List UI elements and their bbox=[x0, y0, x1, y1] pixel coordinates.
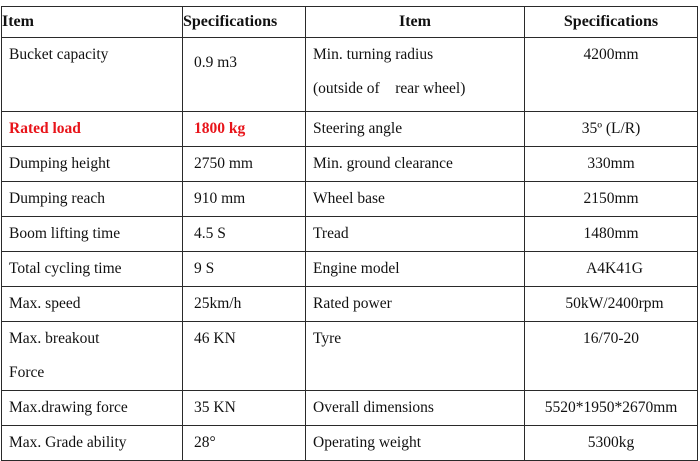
spec-value: 4200mm bbox=[583, 46, 639, 63]
table-row bbox=[2, 287, 698, 322]
cell-item-left bbox=[2, 38, 183, 112]
item-label: Engine model bbox=[313, 260, 400, 277]
table-row bbox=[2, 147, 698, 182]
cell-item-left bbox=[2, 147, 183, 182]
cell-spec-left bbox=[183, 217, 306, 252]
item-label-line-2: (outside of rear wheel) bbox=[313, 80, 466, 97]
spec-value: 50kW/2400rpm bbox=[565, 295, 664, 312]
specifications-table bbox=[1, 6, 698, 461]
header-item-left: Item bbox=[2, 7, 183, 38]
cell-spec-left bbox=[183, 38, 306, 112]
cell-spec-left bbox=[183, 252, 306, 287]
cell-item-right bbox=[306, 112, 525, 147]
spec-value: 330mm bbox=[587, 155, 635, 172]
header-spec-left: Specifications bbox=[183, 7, 306, 38]
spec-value: 5520*1950*2670mm bbox=[544, 399, 678, 416]
cell-spec-left bbox=[183, 112, 306, 147]
cell-spec-right bbox=[525, 322, 698, 391]
table-row bbox=[2, 391, 698, 426]
cell-item-left bbox=[2, 287, 183, 322]
cell-item-right bbox=[306, 147, 525, 182]
spec-value: 16/70-20 bbox=[583, 330, 639, 347]
item-label: Tyre bbox=[313, 330, 342, 347]
spec-value: 25km/h bbox=[194, 295, 242, 312]
spec-value: 9 S bbox=[194, 260, 215, 277]
spec-value: 910 mm bbox=[194, 190, 246, 207]
table-row bbox=[2, 38, 698, 112]
item-label-line-2: Force bbox=[9, 364, 45, 381]
cell-spec-left bbox=[183, 147, 306, 182]
cell-spec-right bbox=[525, 391, 698, 426]
cell-spec-right bbox=[525, 252, 698, 287]
cell-spec-right bbox=[525, 182, 698, 217]
item-label: Dumping reach bbox=[9, 190, 105, 207]
table-row bbox=[2, 217, 698, 252]
spec-value: 4.5 S bbox=[194, 225, 226, 242]
spec-value: 2150mm bbox=[583, 190, 639, 207]
item-label: Steering angle bbox=[313, 120, 403, 137]
cell-item-left bbox=[2, 112, 183, 147]
cell-item-right bbox=[306, 426, 525, 461]
item-label: Max. Grade ability bbox=[9, 434, 127, 451]
spec-value: A4K41G bbox=[586, 260, 643, 277]
header-row bbox=[2, 7, 698, 38]
item-label: Rated power bbox=[313, 295, 392, 312]
spec-value: 0.9 m3 bbox=[194, 54, 238, 71]
cell-spec-left bbox=[183, 391, 306, 426]
spec-value: 5300kg bbox=[587, 434, 635, 451]
cell-item-left bbox=[2, 217, 183, 252]
item-label: Dumping height bbox=[9, 155, 111, 172]
spec-value: 35 KN bbox=[194, 399, 236, 416]
table-row bbox=[2, 112, 698, 147]
item-label: Tread bbox=[313, 225, 349, 242]
cell-item-right bbox=[306, 252, 525, 287]
item-label: Wheel base bbox=[313, 190, 385, 207]
item-label: Max. speed bbox=[9, 295, 81, 312]
item-label: Boom lifting time bbox=[9, 225, 121, 242]
cell-item-left bbox=[2, 182, 183, 217]
item-label: Operating weight bbox=[313, 434, 422, 451]
cell-item-left bbox=[2, 322, 183, 391]
cell-item-left bbox=[2, 426, 183, 461]
spec-value: 1480mm bbox=[583, 225, 639, 242]
cell-spec-right bbox=[525, 287, 698, 322]
cell-item-right bbox=[306, 38, 525, 112]
cell-item-right bbox=[306, 182, 525, 217]
cell-spec-right bbox=[525, 426, 698, 461]
cell-item-right bbox=[306, 217, 525, 252]
table-row bbox=[2, 182, 698, 217]
header-spec-right: Specifications bbox=[525, 7, 698, 38]
item-label-highlighted: Rated load bbox=[9, 120, 81, 137]
cell-item-right bbox=[306, 322, 525, 391]
cell-spec-right bbox=[525, 217, 698, 252]
header-item-right: Item bbox=[306, 7, 525, 38]
item-label: Min. ground clearance bbox=[313, 155, 453, 172]
spec-value-highlighted: 1800 kg bbox=[194, 120, 246, 137]
cell-spec-right bbox=[525, 112, 698, 147]
cell-spec-left bbox=[183, 287, 306, 322]
cell-spec-left bbox=[183, 182, 306, 217]
spec-value: 2750 mm bbox=[194, 155, 253, 172]
cell-item-right bbox=[306, 391, 525, 426]
table-row bbox=[2, 252, 698, 287]
item-label: Total cycling time bbox=[9, 260, 122, 277]
spec-value: 46 KN bbox=[194, 330, 236, 347]
cell-spec-right bbox=[525, 147, 698, 182]
cell-spec-left bbox=[183, 322, 306, 391]
cell-item-right bbox=[306, 287, 525, 322]
cell-item-left bbox=[2, 252, 183, 287]
spec-value: 35º (L/R) bbox=[581, 120, 641, 137]
item-label-line-1: Max. breakout bbox=[9, 330, 100, 347]
cell-item-left bbox=[2, 391, 183, 426]
table-row bbox=[2, 426, 698, 461]
item-label: Max.drawing force bbox=[9, 399, 128, 416]
item-label: Overall dimensions bbox=[313, 399, 434, 416]
item-label-line-1: Min. turning radius bbox=[313, 46, 434, 63]
cell-spec-right bbox=[525, 38, 698, 112]
table-row bbox=[2, 322, 698, 391]
cell-spec-left bbox=[183, 426, 306, 461]
item-label: Bucket capacity bbox=[9, 46, 109, 63]
spec-value: 28° bbox=[194, 434, 216, 451]
